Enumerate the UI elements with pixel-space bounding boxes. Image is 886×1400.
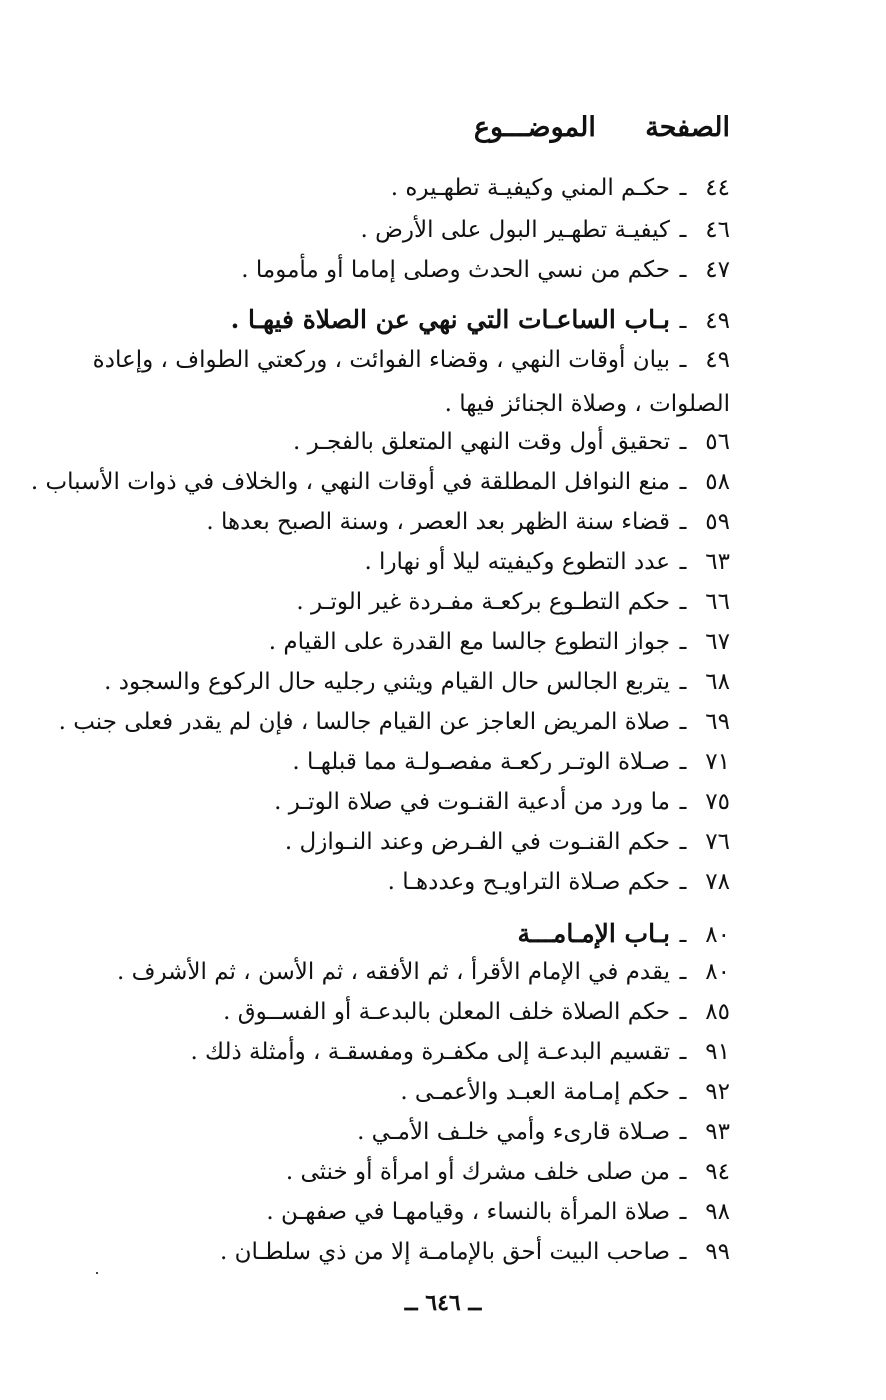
entry-dash: ـ xyxy=(679,959,687,985)
entry-title: تقسيم البدعـة إلى مكفـرة ومفسقـة ، وأمثلة ذلك . xyxy=(190,1039,670,1065)
entry-page-number: ٨٠ xyxy=(705,922,730,948)
toc-chapter-entry xyxy=(44,298,730,343)
entry-title: جواز التطوع جالسا مع القدرة على القيام . xyxy=(268,629,670,655)
toc-entry xyxy=(44,990,730,1034)
entry-page-number: ٨٠ xyxy=(705,959,730,985)
entry-dash: ـ xyxy=(679,217,687,243)
entry-page-number: ٦٧ xyxy=(705,629,730,655)
toc-entry xyxy=(44,1150,730,1194)
entry-page-number: ٧٦ xyxy=(705,829,730,855)
chapter-title: بـاب الإمـامـــة xyxy=(517,919,670,948)
entry-dash: ـ xyxy=(679,1119,687,1145)
entry-dash: ـ xyxy=(679,549,687,575)
page-number-footer: ــ ٦٤٦ ــ xyxy=(404,1290,482,1316)
entry-title: حكم القنـوت في الفـرض وعند النـوازل . xyxy=(284,829,670,855)
entry-page-number: ٩٤ xyxy=(705,1159,730,1185)
entry-page-number: ٩٢ xyxy=(705,1079,730,1105)
entry-dash: ـ xyxy=(679,1199,687,1225)
toc-entry xyxy=(44,338,730,426)
entry-page-number: ٦٦ xyxy=(705,589,730,615)
entry-dash: ـ xyxy=(679,347,687,373)
entry-page-number: ٧٨ xyxy=(705,869,730,895)
entry-dash: ـ xyxy=(679,469,687,495)
toc-entry xyxy=(44,580,730,624)
toc-entry xyxy=(30,460,730,504)
entry-title: عدد التطوع وكيفيته ليلا أو نهارا . xyxy=(364,549,670,575)
table-header xyxy=(474,112,730,143)
entry-title: صـلاة الوتـر ركعـة مفصـولـة مما قبلهـا . xyxy=(292,749,670,775)
entry-title: حكم الصلاة خلف المعلن بالبدعـة أو الفســوق . xyxy=(223,999,670,1025)
entry-dash: ـ xyxy=(679,922,687,948)
entry-page-number: ٥٦ xyxy=(705,429,730,455)
entry-page-number: ٧٥ xyxy=(705,789,730,815)
entry-page-number: ٩٩ xyxy=(705,1239,730,1265)
entry-page-number: ٥٩ xyxy=(705,509,730,535)
entry-dash: ـ xyxy=(679,629,687,655)
entry-dash: ـ xyxy=(679,869,687,895)
entry-title: صاحب البيت أحق بالإمامـة إلا من ذي سلطـان . xyxy=(219,1239,670,1265)
entry-page-number: ٨٥ xyxy=(705,999,730,1025)
entry-title: تحقيق أول وقت النهي المتعلق بالفجـر . xyxy=(292,429,670,455)
toc-entry xyxy=(44,1030,730,1074)
toc-entry xyxy=(44,820,730,864)
page-column-heading: الصفحة xyxy=(645,112,730,143)
entry-dash: ـ xyxy=(679,1039,687,1065)
entry-dash: ـ xyxy=(679,257,687,283)
entry-title: صلاة المريض العاجز عن القيام جالسا ، فإن لم يقدر فعلى جنب . xyxy=(58,709,670,735)
toc-entry xyxy=(44,950,730,994)
entry-title: بيان أوقات النهي ، وقضاء الفوائت ، وركعتي الطواف ، وإعادة الصلوات ، وصلاة الجنائز فيها . xyxy=(92,347,730,417)
toc-entry xyxy=(44,620,730,664)
entry-dash: ـ xyxy=(679,749,687,775)
entry-page-number: ٩٣ xyxy=(705,1119,730,1145)
toc-entry xyxy=(44,166,730,210)
entry-page-number: ٤٤ xyxy=(705,175,730,201)
entry-dash: ـ xyxy=(679,1159,687,1185)
toc-entry xyxy=(44,1110,730,1154)
topic-column-heading: الموضـــوع xyxy=(473,112,596,143)
entry-title: يتربع الجالس حال القيام ويثني رجليه حال الركوع والسجود . xyxy=(104,669,670,695)
toc-entry xyxy=(44,540,730,584)
toc-entry xyxy=(44,420,730,464)
toc-entry xyxy=(44,780,730,824)
toc-entry xyxy=(44,500,730,544)
entry-page-number: ٤٩ xyxy=(705,347,730,373)
entry-title: حكم إمـامة العبـد والأعمـى . xyxy=(400,1079,670,1105)
print-speck xyxy=(96,1272,98,1274)
entry-dash: ـ xyxy=(679,308,687,334)
entry-page-number: ٤٦ xyxy=(705,217,730,243)
entry-page-number: ٧١ xyxy=(705,749,730,775)
entry-dash: ـ xyxy=(679,589,687,615)
toc-entry xyxy=(44,660,730,704)
entry-page-number: ٦٩ xyxy=(705,709,730,735)
entry-title: صـلاة قارىء وأمي خلـف الأمـي . xyxy=(357,1119,670,1145)
entry-title: منع النوافل المطلقة في أوقات النهي ، والخلاف في ذوات الأسباب . xyxy=(30,469,670,495)
entry-title: كيفيـة تطهـير البول على الأرض . xyxy=(360,217,670,243)
entry-page-number: ٩٨ xyxy=(705,1199,730,1225)
entry-title: قضاء سنة الظهر بعد العصر ، وسنة الصبح بعدها . xyxy=(206,509,670,535)
entry-page-number: ٦٨ xyxy=(705,669,730,695)
entry-title: ما ورد من أدعية القنـوت في صلاة الوتـر . xyxy=(274,789,670,815)
toc-entry xyxy=(44,1070,730,1114)
entry-title: حكم من نسي الحدث وصلى إماما أو مأموما . xyxy=(241,257,670,283)
entry-dash: ـ xyxy=(679,789,687,815)
entry-title: يقدم في الإمام الأقرأ ، ثم الأفقه ، ثم الأسن ، ثم الأشرف . xyxy=(117,959,670,985)
entry-dash: ـ xyxy=(679,1239,687,1265)
entry-title: صلاة المرأة بالنساء ، وقيامهـا في صفهـن . xyxy=(266,1199,670,1225)
entry-dash: ـ xyxy=(679,509,687,535)
entry-dash: ـ xyxy=(679,669,687,695)
entry-title: حكم صـلاة التراويـح وعددهـا . xyxy=(387,869,670,895)
entry-page-number: ٤٧ xyxy=(705,257,730,283)
entry-page-number: ٤٩ xyxy=(705,308,730,334)
entry-page-number: ٥٨ xyxy=(705,469,730,495)
entry-dash: ـ xyxy=(679,829,687,855)
entry-dash: ـ xyxy=(679,999,687,1025)
toc-entry xyxy=(44,1230,730,1274)
entry-title: من صلى خلف مشرك أو امرأة أو خنثى . xyxy=(285,1159,670,1185)
toc-entry xyxy=(44,740,730,784)
entry-title: حكـم المني وكيفيـة تطهـيره . xyxy=(390,175,670,201)
toc-entry xyxy=(44,208,730,252)
entry-dash: ـ xyxy=(679,429,687,455)
toc-entry xyxy=(44,700,730,744)
entry-dash: ـ xyxy=(679,1079,687,1105)
entry-title: حكم التطـوع بركعـة مفـردة غير الوتـر . xyxy=(296,589,670,615)
toc-entry xyxy=(44,1190,730,1234)
toc-entry xyxy=(44,248,730,292)
entry-dash: ـ xyxy=(679,709,687,735)
toc-entry xyxy=(44,860,730,904)
entry-page-number: ٦٣ xyxy=(705,549,730,575)
entry-dash: ـ xyxy=(679,175,687,201)
chapter-title: بـاب الساعـات التي نهي عن الصلاة فيهـا . xyxy=(230,305,670,334)
entry-page-number: ٩١ xyxy=(705,1039,730,1065)
